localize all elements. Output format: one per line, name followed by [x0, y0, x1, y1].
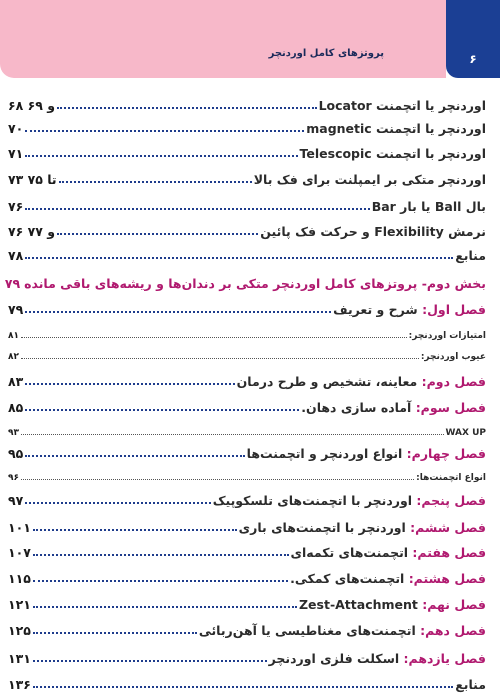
toc-page-number: ۱۰۷ — [8, 545, 31, 560]
toc-page-number: ۱۰۱ — [8, 520, 31, 535]
dot-leader — [59, 181, 252, 183]
toc-entry-text: منابع — [455, 248, 486, 263]
dot-leader — [33, 580, 288, 582]
toc-chapter-row — [8, 446, 486, 461]
toc-page-number: ۱۳۱ — [8, 651, 31, 666]
running-header-title: پروتزهای کامل اوردنچر — [268, 48, 384, 59]
page-number-tab — [446, 0, 500, 78]
toc-entry-label — [237, 374, 486, 389]
toc-entry-text: انواع اتچمنت‌ها: — [416, 473, 486, 483]
toc-chapter-prefix: فصل چهارم: — [406, 446, 486, 461]
toc-chapter-prefix: فصل سوم: — [415, 400, 486, 415]
toc-entry-text: اوردنچر با اتچمنت‌های تلسکوپیک — [212, 493, 417, 508]
toc-page-number: ۸۳ — [8, 374, 24, 389]
toc-entry-label — [239, 520, 486, 535]
toc-entry-text: اوردنچر یا اتچمنت Locator — [318, 98, 486, 113]
toc-page-number: ۱۱۵ — [8, 571, 31, 586]
toc-entry-row — [8, 331, 486, 341]
dot-leader — [33, 606, 297, 608]
toc-page-number: ۸۱ — [8, 331, 19, 341]
toc-entry-label — [213, 493, 486, 508]
toc-entry-row — [8, 98, 486, 113]
toc-page-number: ۷۸ — [8, 248, 24, 263]
dot-leader — [33, 686, 453, 688]
toc-entry-text: شرح و تعریف — [333, 302, 423, 317]
toc-page-number: ۷۰ — [8, 121, 24, 136]
toc-chapter-prefix: فصل هفتم: — [412, 545, 486, 560]
toc-chapter-row — [8, 302, 486, 317]
toc-chapter-row — [8, 623, 486, 638]
toc-entry-text: بخش دوم- پروتزهای کامل اوردنچر متکی بر دندان‌ها و ریشه‌های باقی مانده — [24, 276, 486, 291]
toc-entry-label — [416, 473, 486, 483]
toc-entry-label — [254, 172, 486, 187]
toc-entry-label — [300, 146, 486, 161]
dot-leader — [25, 455, 244, 457]
toc-chapter-prefix: فصل نهم: — [422, 597, 486, 612]
header-band — [0, 0, 446, 78]
toc-chapter-prefix: فصل اول: — [422, 302, 486, 317]
dot-leader — [21, 434, 444, 435]
toc-chapter-row — [8, 493, 486, 508]
toc-entry-text: اتچمنت‌های کمکی. — [290, 571, 409, 586]
toc-entry-label — [446, 428, 486, 438]
toc-entry-text: اوردنچر یا اتچمنت magnetic — [306, 121, 486, 136]
dot-leader — [25, 383, 234, 385]
toc-entry-label — [455, 677, 486, 692]
toc-entry-text: منابع — [455, 677, 486, 692]
toc-entry-row — [8, 146, 486, 161]
dot-leader — [25, 155, 297, 157]
toc-entry-text: نرمش Flexibility و حرکت فک پائین — [260, 224, 486, 239]
toc-chapter-prefix: فصل پنجم: — [416, 493, 486, 508]
toc-entry-row — [8, 248, 486, 263]
toc-entry-label — [269, 651, 486, 666]
toc-page-number: ۷۱ — [8, 146, 24, 161]
toc-entry-text: اوردنچر متکی بر ایمپلنت برای فک بالا — [253, 172, 486, 187]
toc-entry-text: بال Ball یا بار Bar — [371, 199, 486, 214]
dot-leader — [21, 358, 419, 359]
toc-chapter-prefix: فصل دهم: — [420, 623, 486, 638]
toc-entry-text: Zest-Attachment — [298, 597, 423, 612]
toc-entry-row — [8, 428, 486, 438]
toc-chapter-prefix: فصل ششم: — [410, 520, 486, 535]
toc-entry-row — [8, 473, 486, 483]
toc-entry-text: آماده سازی دهان. — [301, 400, 416, 415]
toc-entry-text: اتچمنت‌های مغناطیسی یا آهن‌ربائی — [198, 623, 421, 638]
toc-entry-label — [319, 98, 486, 113]
toc-entry-text: WAX UP — [445, 428, 486, 438]
toc-entry-label — [301, 400, 486, 415]
toc-page-number: ۷۳ تا ۷۵ — [8, 172, 57, 187]
dot-leader — [25, 409, 299, 411]
toc-chapter-row — [8, 400, 486, 415]
dot-leader — [25, 130, 304, 132]
toc-entry-text: انواع اوردنچر و اتچمنت‌ها — [246, 446, 407, 461]
toc-entry-row — [8, 121, 486, 136]
dot-leader — [25, 502, 210, 504]
toc-entry-text: عیوب اوردنچر: — [420, 352, 486, 362]
toc-page-number: ۹۷ — [8, 493, 24, 508]
toc-chapter-row — [8, 597, 486, 612]
toc-page-number: ۱۳۶ — [8, 677, 31, 692]
toc-chapter-row — [8, 374, 486, 389]
toc-page-number: ۷۹ — [8, 302, 24, 317]
toc-entry-text: اوردنچر با اتچمنت Telescopic — [299, 146, 486, 161]
toc-entry-row — [8, 224, 486, 239]
toc-chapter-row — [8, 677, 486, 692]
toc-chapter-row — [8, 571, 486, 586]
toc-entry-label — [333, 302, 486, 317]
dot-leader — [21, 479, 414, 480]
toc-entry-text: اسکلت فلزی اوردنچر — [268, 651, 404, 666]
toc-chapter-row — [8, 545, 486, 560]
dot-leader — [57, 233, 258, 235]
toc-entry-label — [291, 545, 486, 560]
toc-page-number: ۱۲۱ — [8, 597, 31, 612]
toc-entry-label — [260, 224, 486, 239]
dot-leader — [25, 257, 453, 259]
dot-leader — [21, 337, 407, 338]
toc-entry-text: معاینه، تشخیص و طرح درمان — [236, 374, 422, 389]
dot-leader — [33, 632, 197, 634]
toc-chapter-row — [8, 651, 486, 666]
toc-page-number: ۷۹ — [4, 276, 21, 291]
toc-entry-text: امتیازات اوردنچر: — [408, 331, 486, 341]
toc-page-number: ۶۸ و ۶۹ — [8, 98, 56, 113]
toc-page-number: ۹۶ — [8, 473, 19, 483]
toc-chapter-prefix: فصل یازدهم: — [403, 651, 486, 666]
toc-page-number: ۸۲ — [8, 352, 19, 362]
toc-chapter-prefix: فصل هشتم: — [408, 571, 486, 586]
toc-entry-label — [409, 331, 486, 341]
toc-entry-label — [290, 571, 486, 586]
toc-entry-text: اتچمنت‌های تکمه‌ای — [290, 545, 413, 560]
dot-leader — [33, 660, 267, 662]
dot-leader — [57, 107, 317, 109]
toc-part-heading — [4, 276, 486, 291]
toc-page-number: ۸۵ — [8, 400, 24, 415]
toc-page-number: ۹۳ — [8, 428, 19, 438]
toc-entry-label — [247, 446, 486, 461]
dot-leader — [33, 554, 289, 556]
toc-entry-label — [306, 121, 486, 136]
toc-page-number: ۹۵ — [8, 446, 24, 461]
toc-entry-text: اوردنچر با اتچمنت‌های باری — [238, 520, 411, 535]
toc-chapter-prefix: فصل دوم: — [421, 374, 486, 389]
toc-page-number: ۷۶ و ۷۷ — [8, 224, 56, 239]
toc-entry-label — [372, 199, 486, 214]
dot-leader — [33, 529, 237, 531]
toc-entry-label — [24, 276, 486, 291]
toc-page-number: ۷۶ — [8, 199, 24, 214]
dot-leader — [25, 311, 331, 313]
toc-chapter-row — [8, 520, 486, 535]
toc-entry-label — [421, 352, 486, 362]
toc-entry-label — [299, 597, 486, 612]
toc-entry-row — [8, 199, 486, 214]
toc-entry-row — [8, 352, 486, 362]
toc-entry-row — [8, 172, 486, 187]
page-number: ۶ — [469, 52, 477, 66]
toc-page-number: ۱۲۵ — [8, 623, 31, 638]
dot-leader — [25, 208, 369, 210]
toc-entry-label — [199, 623, 486, 638]
toc-entry-label — [455, 248, 486, 263]
